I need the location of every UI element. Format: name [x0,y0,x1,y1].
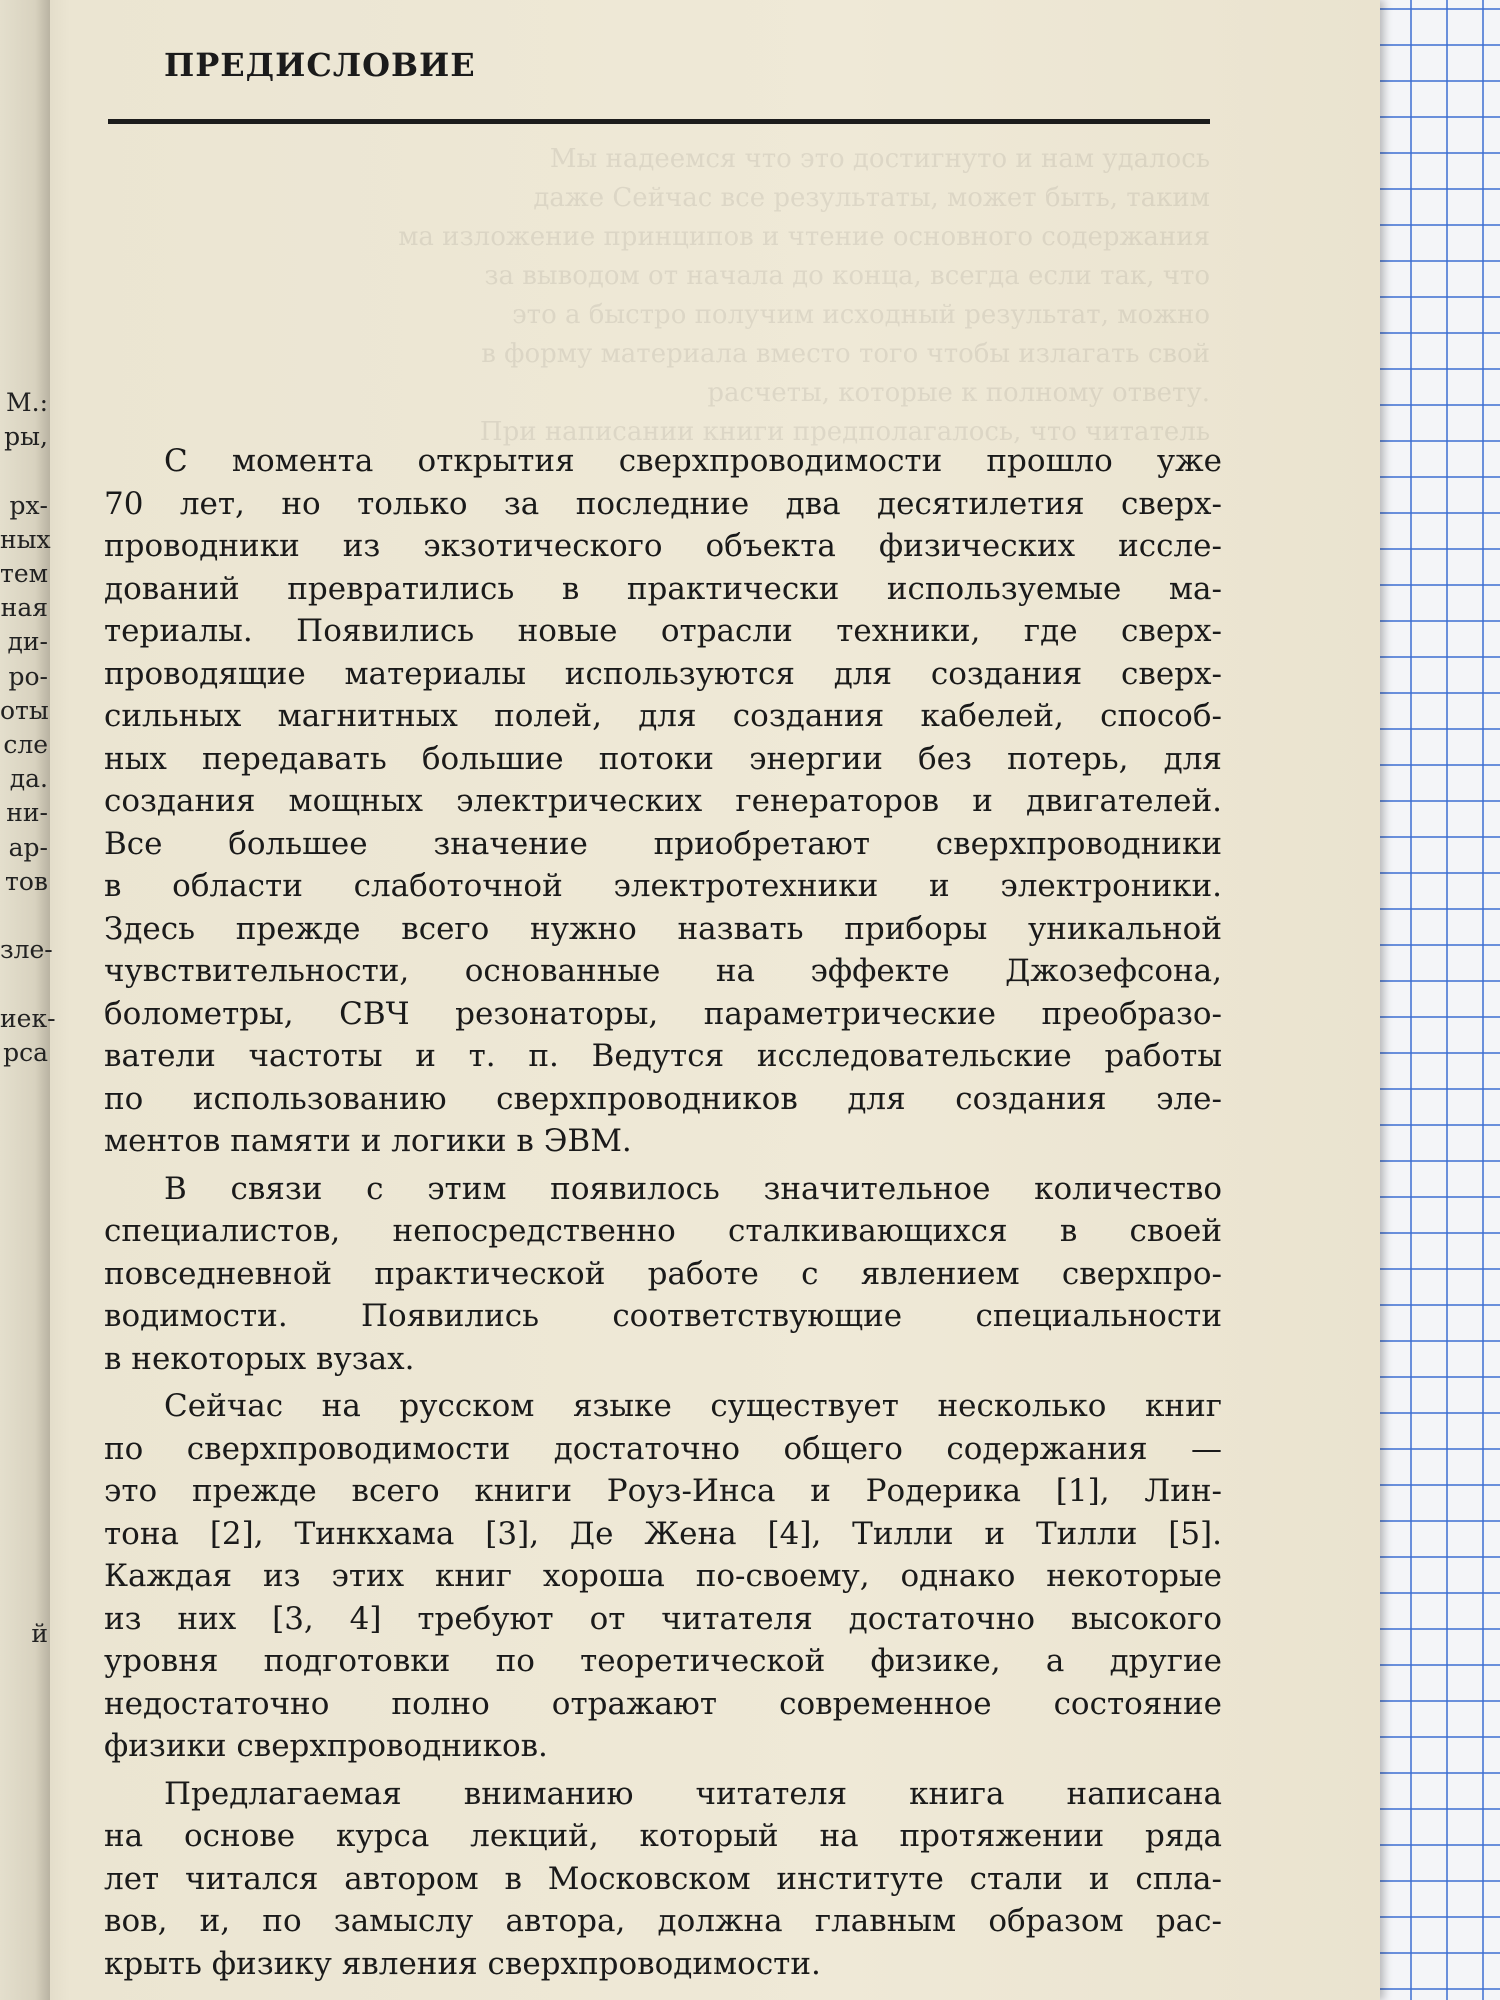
text-line: проводники из экзотического объекта физических иссле- [104,528,1222,564]
text-line: С момента открытия сверхпроводимости прошло уже [164,443,1222,479]
page-heading: ПРЕДИСЛОВИЕ [164,46,476,84]
facing-page-fragment: тем [0,559,49,588]
text-line: на основе курса лекций, который на протяжении ряда [104,1818,1222,1854]
text-line: сильных магнитных полей, для создания кабелей, способ- [104,698,1222,734]
text-line: ных передавать большие потоки энергии без потерь, для [104,740,1222,777]
ghost-line: При написании книги предполагалось, что читатель [479,417,1210,447]
text-line: ватели частоты и т. п. Ведутся исследовательские работы [104,1038,1222,1074]
facing-page-edge [0,0,56,2000]
body-text [104,440,1222,1985]
text-line: специалистов, непосредственно сталкивающихся в своей [104,1213,1222,1249]
facing-page-fragment: рх- [9,490,48,520]
facing-page-fragment: ро- [8,661,48,691]
text-line: в области слаботочной электротехники и электроники. [104,868,1222,904]
text-line: создания мощных электрических генераторов и двигателей. [104,783,1222,819]
text-line: Сейчас на русском языке существует несколько книг [164,1388,1222,1424]
facing-page-fragment: М.: [6,388,48,417]
text-line: чувствительности, основанные на эффекте Джозефсона, [104,953,1222,989]
text-line: ментов памяти и логики в ЭВМ. [104,1123,632,1159]
facing-page-fragment: зле- [0,935,53,965]
facing-page-fragment: ных [0,524,51,554]
ghost-line: расчеты, которые к полному ответу. [707,378,1210,408]
facing-page-fragment: оты [0,695,49,725]
text-line: болометры, СВЧ резонаторы, параметрические преобразо- [104,995,1222,1032]
text-line: Все большее значение приобретают сверхпроводники [104,825,1222,862]
book-page [30,0,1380,2000]
text-line: Здесь прежде всего нужно назвать приборы уникальной [104,910,1222,947]
text-line: тона [2], Тинкхама [3], Де Жена [4], Тилли и Тилли [5]. [104,1515,1222,1552]
text-line: водимости. Появились соответствующие специальности [104,1298,1222,1334]
facing-page-fragment: ар- [8,832,48,862]
text-line: это прежде всего книги Роуз-Инса и Родерика [1], Лин- [104,1473,1222,1509]
text-line: недостаточно полно отражают современное состояние [104,1685,1222,1722]
text-line: в некоторых вузах. [104,1340,415,1377]
text-line: лет читался автором в Московском институте стали и спла- [104,1860,1222,1897]
text-line: В связи с этим появилось значительное количество [164,1170,1222,1207]
grid-paper-background [1360,0,1500,2000]
text-line: физики сверхпроводников. [104,1728,548,1764]
facing-page-fragment: ная [0,593,48,623]
ghost-line: Мы надеемся что это достигнуто и нам удалось [549,144,1210,174]
facing-page-fragment: ни- [6,798,48,828]
facing-page-fragment: ры, [4,422,48,452]
text-line: уровня подготовки по теоретической физике, а другие [104,1643,1222,1679]
facing-page-fragment: рса [3,1037,48,1067]
text-line: повседневной практической работе с явлением сверхпро- [104,1255,1222,1292]
facing-page-fragment: ди- [7,627,48,657]
facing-page-fragment: иек- [0,1003,56,1033]
paragraph [104,1168,1222,1381]
text-line: вов, и, по замыслу автора, должна главным образом рас- [104,1903,1222,1939]
show-through-text [110,140,1210,447]
facing-page-fragment: тов [5,866,48,896]
heading-rule [108,119,1210,124]
text-line: дований превратились в практически используемые ма- [104,570,1222,607]
ghost-line: это а быстро получим исходный результат, можно [512,300,1210,330]
text-line: Предлагаемая вниманию читателя книга написана [164,1775,1222,1812]
text-line: по сверхпроводимости достаточно общего содержания — [104,1430,1222,1467]
text-line: 70 лет, но только за последние два десятилетия сверх- [104,485,1222,522]
text-line: проводящие материалы используются для создания сверх- [104,655,1222,692]
paragraph [104,440,1222,1163]
ghost-line: ма изложение принципов и чтение основного содержания [398,222,1210,252]
text-line: по использованию сверхпроводников для создания эле- [104,1080,1222,1117]
text-line: териалы. Появились новые отрасли техники, где сверх- [104,613,1222,649]
ghost-line: даже Сейчас все результаты, может быть, таким [533,183,1210,213]
facing-page-fragment: й [31,1619,48,1649]
text-line: крыть физику явления сверхпроводимости. [104,1945,821,1982]
facing-page-fragment: сле [3,730,48,759]
paragraph [104,1773,1222,1986]
paragraph [104,1385,1222,1768]
ghost-line: за выводом от начала до конца, всегда если так, что [484,261,1210,291]
text-line: Каждая из этих книг хороша по-своему, однако некоторые [104,1558,1222,1594]
facing-page-fragment: да. [9,764,48,794]
ghost-line: в форму материала вместо того чтобы излагать свой [481,339,1210,369]
text-line: из них [3, 4] требуют от читателя достаточно высокого [104,1600,1222,1637]
